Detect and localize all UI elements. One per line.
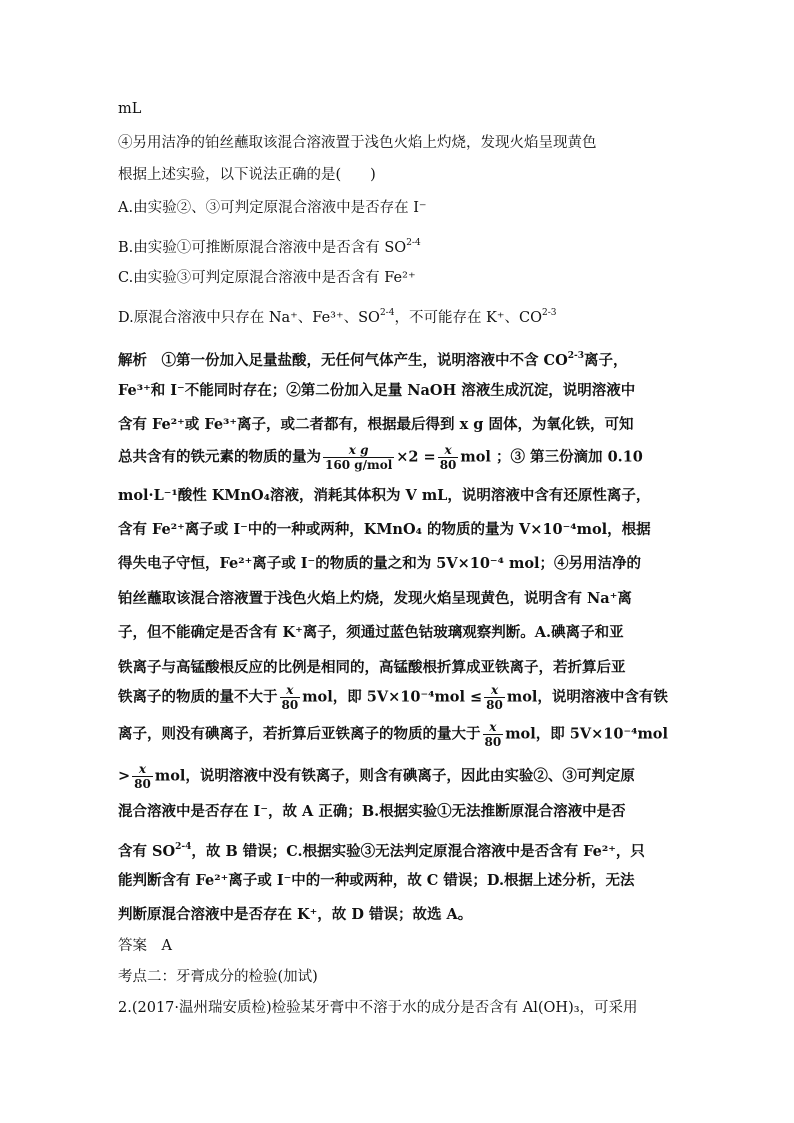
- superscript: 2-4: [406, 238, 421, 248]
- text-span: 铁离子的物质的量不大于: [118, 688, 278, 706]
- analysis-line: 含有 Fe²⁺离子或 I⁻中的一种或两种，KMnO₄ 的物质的量为 V×10⁻⁴mol，根据: [118, 521, 651, 538]
- superscript: 2-4: [175, 842, 192, 852]
- text-span: B.由实验①可推断原混合溶液中是否含有 SO: [118, 240, 407, 256]
- option-b: [118, 233, 421, 258]
- analysis-line: 含有 Fe²⁺或 Fe³⁺离子，或二者都有，根据最后得到 x g 固体，为氧化铁，可知: [118, 416, 634, 433]
- fraction: [280, 683, 301, 712]
- fraction-numerator: x g: [323, 443, 394, 458]
- analysis-line: 混合溶液中是否存在 I⁻，故 A 正确；B.根据实验①无法推断原混合溶液中是否: [118, 803, 626, 820]
- analysis-line: [118, 683, 668, 712]
- analysis-line: mol·L⁻¹酸性 KMnO₄溶液，消耗其体积为 V mL，说明溶液中含有还原性离子，: [118, 487, 651, 504]
- text-line: mL: [118, 101, 142, 117]
- question-stem: 根据上述实验，以下说法正确的是( ): [118, 167, 376, 183]
- analysis-line: 铁离子与高锰酸根反应的比例是相同的，高锰酸根折算成亚铁离子，若折算后亚: [118, 659, 626, 676]
- text-span: mol，即 5V×10⁻⁴mol ≤: [302, 688, 483, 706]
- fraction-denominator: 80: [484, 735, 502, 749]
- fraction-numerator: x: [438, 443, 459, 458]
- text-span: 总共含有的铁元素的物质的量为: [118, 448, 321, 466]
- analysis-line: 得失电子守恒，Fe²⁺离子或 I⁻的物质的量之和为 5V×10⁻⁴ mol；④另用洁净的: [118, 555, 642, 572]
- superscript: 2-3: [567, 351, 584, 361]
- fraction: [484, 683, 505, 712]
- text-span: D.原混合溶液中只存在 Na⁺、Fe³⁺、SO: [118, 310, 380, 326]
- text-span: ，故 B 错误；C.根据实验③无法判定原混合溶液中是否含有 Fe²⁺，只: [191, 843, 645, 860]
- text-span: mol，说明溶液中含有铁: [506, 688, 668, 706]
- fraction-denominator: 80: [486, 698, 503, 712]
- fraction-numerator: x: [132, 762, 153, 777]
- fraction-denominator: 80: [281, 698, 299, 712]
- analysis-line: 能判断含有 Fe²⁺离子或 I⁻中的一种或两种，故 C 错误；D.根据上述分析，无法: [118, 872, 635, 889]
- superscript: 2-3: [542, 308, 557, 318]
- fraction-denominator: 80: [134, 777, 151, 791]
- analysis-line: [118, 837, 645, 862]
- analysis-line: [118, 762, 635, 791]
- fraction: [323, 443, 394, 472]
- option-c: C.由实验③可判定原混合溶液中是否含有 Fe²⁺: [118, 270, 416, 286]
- fraction: [132, 762, 153, 791]
- text-span: 含有 SO: [118, 843, 176, 860]
- analysis-line: Fe³⁺和 I⁻不能同时存在；②第二份加入足量 NaOH 溶液生成沉淀，说明溶液中: [118, 382, 636, 399]
- text-span: ×2 =: [396, 448, 436, 466]
- text-span: 解析 ①第一份加入足量盐酸，无任何气体产生，说明溶液中不含 CO: [118, 352, 568, 369]
- option-d: [118, 303, 557, 328]
- text-span: 离子，则没有碘离子，若折算后亚铁离子的物质的量大于: [118, 725, 481, 743]
- text-span: >: [118, 767, 131, 785]
- text-span: ，不可能存在 K⁺、CO: [394, 310, 543, 326]
- fraction-numerator: x: [484, 683, 505, 698]
- analysis-line: [118, 443, 643, 472]
- answer-line: 答案 A: [118, 938, 172, 954]
- fraction-denominator: 80: [439, 458, 457, 472]
- analysis-line: [118, 720, 668, 749]
- text-span: 离子，: [583, 352, 628, 369]
- analysis-line: [118, 346, 627, 371]
- text-span: mol，说明溶液中没有铁离子，则含有碘离子，因此由实验②、③可判定原: [154, 767, 635, 785]
- text-span: mol ；③ 第三份滴加 0.10: [460, 448, 643, 466]
- fraction-numerator: x: [280, 683, 301, 698]
- fraction-denominator: 160 g/mol: [325, 458, 393, 472]
- fraction-numerator: x: [483, 720, 504, 735]
- fraction: [438, 443, 459, 472]
- analysis-line: 铂丝蘸取该混合溶液置于浅色火焰上灼烧，发现火焰呈现黄色，说明含有 Na⁺离: [118, 590, 632, 607]
- text-span: mol，即 5V×10⁻⁴mol: [505, 725, 668, 743]
- option-a: A.由实验②、③可判定原混合溶液中是否存在 I⁻: [118, 200, 427, 216]
- superscript: 2-4: [379, 308, 395, 318]
- section-heading: 考点二：牙膏成分的检验(加试): [118, 969, 318, 985]
- analysis-line: 子，但不能确定是否含有 K⁺离子，须通过蓝色钴玻璃观察判断。A.碘离子和亚: [118, 624, 624, 641]
- fraction: [483, 720, 504, 749]
- text-line: ④另用洁净的铂丝蘸取该混合溶液置于浅色火焰上灼烧，发现火焰呈现黄色: [118, 135, 597, 151]
- analysis-line: 判断原混合溶液中是否存在 K⁺，故 D 错误；故选 A。: [118, 906, 473, 923]
- question-2: 2.(2017·温州瑞安质检)检验某牙膏中不溶于水的成分是否含有 Al(OH)₃，可采用: [118, 1000, 638, 1016]
